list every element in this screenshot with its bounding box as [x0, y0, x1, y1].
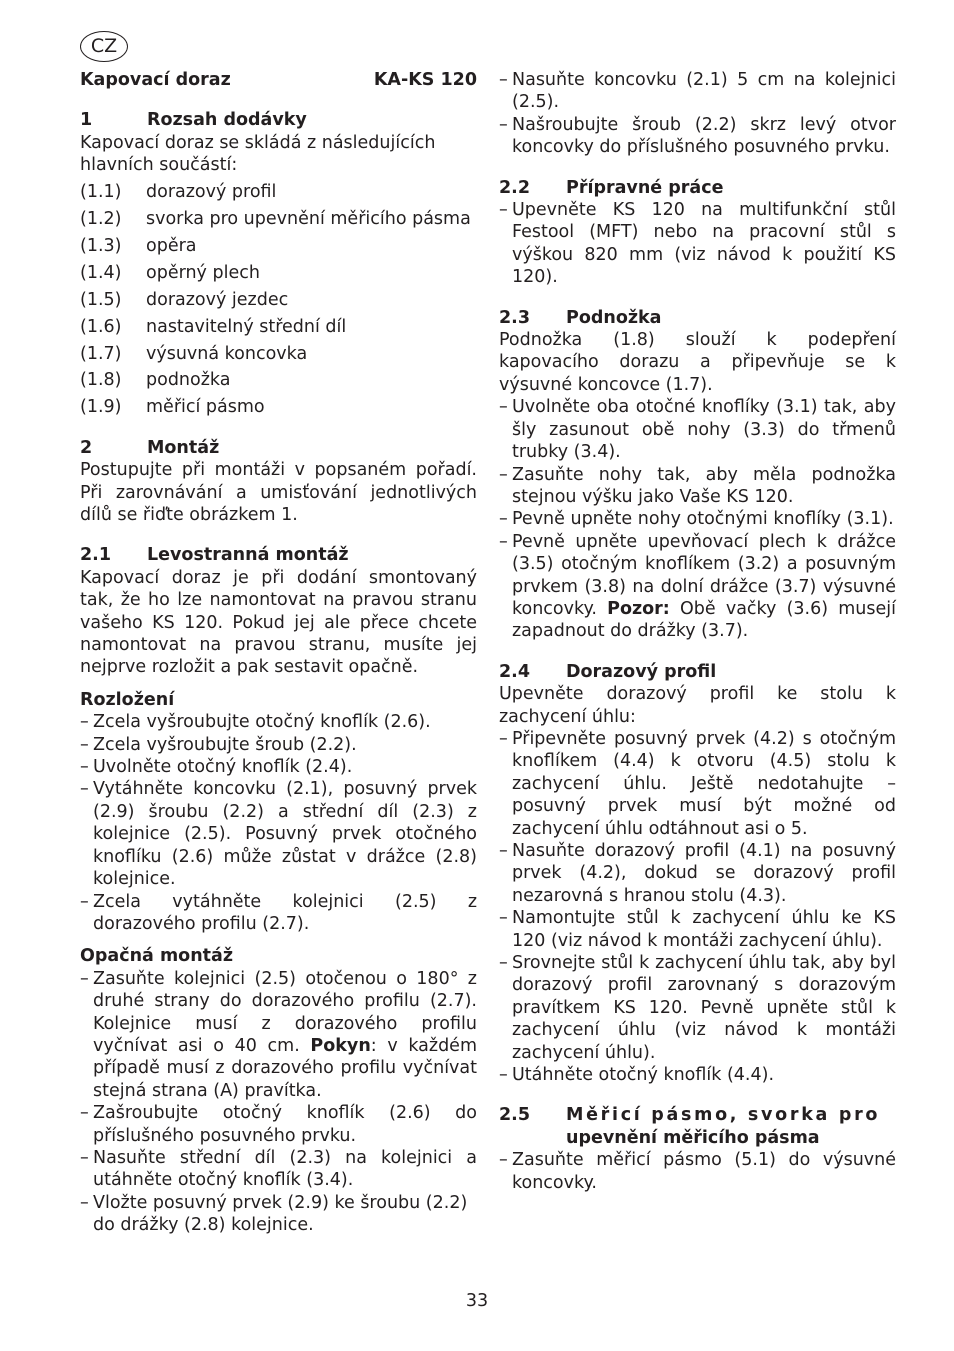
list-item: (1.6) nastavitelný střední díl: [80, 316, 347, 337]
list-item: – Zasuňte kolejnici (2.5) otočenou o 180° z druhé strany do dorazového profilu (2.7). Kolejnice musí z dorazového profilu vyčnívat asi o 40 cm. Pokyn: v každém případě musí z dorazového profilu vyčnívat stejná strana (A) pravítka.: [80, 968, 478, 1101]
page-number: 33: [465, 1291, 489, 1311]
list-item: – Upevněte KS 120 na multifunkční stůl Festool (MFT) nebo na pracovní stůl s výškou 820 mm (viz návod k použití KS 120).: [499, 200, 896, 288]
list-item: – Uvolněte otočný knoflík (2.4).: [80, 757, 353, 778]
parts-list: [80, 181, 477, 419]
opacna-montaz-heading: Opačná montáž: [80, 946, 234, 967]
list-item: (1.5) dorazový jezdec: [80, 289, 289, 310]
rozlozeni-heading: Rozložení: [80, 689, 175, 710]
list-item: – Připevněte posuvný prvek (4.2) s otočným knoflíkem (4.4) k otvoru (4.5) stolu k zachycení úhlu. Ještě nedotahujte – posuvný prvek musí být možné od zachycení úhlu odtáhnout asi o 5.: [499, 728, 896, 839]
section-2-5-heading: 2.5 Měřicí pásmo, svorka pro upevnění měřicího pásma: [499, 1105, 881, 1148]
section-2-4-text: Upevněte dorazový profil ke stolu k zachycení úhlu:: [499, 684, 896, 727]
list-item: (1.7) výsuvná koncovka: [80, 343, 308, 364]
list-item: – Zcela vyšroubujte otočný knoflík (2.6).: [80, 712, 431, 733]
list-item: – Zasuňte měřicí pásmo (5.1) do výsuvné koncovky.: [499, 1150, 896, 1193]
list-item: – Pevně upněte nohy otočnými knoflíky (3.1).: [499, 509, 894, 530]
list-item: – Zašroubujte otočný knoflík (2.6) do příslušného posuvného prvku.: [80, 1103, 477, 1146]
right-column: [499, 69, 896, 1194]
section-2-text: Postupujte při montáži v popsaném pořadí. Při zarovnávání a umisťování jednotlivých dílů se řiďte obrázkem 1.: [80, 460, 477, 525]
list-item: – Našroubujte šroub (2.2) skrz levý otvor koncovky do příslušného posuvného prvku.: [499, 114, 896, 158]
list-item: – Namontujte stůl k zachycení úhlu ke KS 120 (viz návod k montáži zachycení úhlu).: [499, 908, 896, 951]
section-2-1-heading: 2.1 Levostranná montáž: [80, 545, 349, 566]
section-2-4-heading: 2.4 Dorazový profil: [499, 661, 717, 682]
section-2-3-text: Podnožka (1.8) slouží k podepření kapovacího dorazu a připevňuje se k výsuvné koncovce (1.7).: [499, 330, 896, 395]
list-item: (1.9) měřicí pásmo: [80, 397, 265, 418]
section-2-1-text: Kapovací doraz je při dodání smontovaný tak, že ho lze namontovat na pravou stranu vašeho KS 120. Pokud jej ale přece chcete namontovat na pravou stranu, musíte jej nejprve rozložit a pak sestavit opačně.: [80, 567, 477, 678]
list-item: – Vložte posuvný prvek (2.9) ke šroubu (2.2) do drážky (2.8) kolejnice.: [80, 1192, 468, 1236]
language-badge: CZ: [80, 31, 128, 62]
list-item: (1.8) podnožka: [80, 370, 231, 391]
list-item: (1.2) svorka pro upevnění měřicího pásma: [80, 209, 471, 230]
header-title: Kapovací doraz: [80, 70, 231, 90]
list-item: (1.4) opěrný plech: [80, 262, 260, 283]
list-item: – Utáhněte otočný knoflík (4.4).: [499, 1065, 775, 1086]
list-item: – Vytáhněte koncovku (2.1), posuvný prvek (2.9) šroubu (2.2) a střední díl (2.3) z kolejnice (2.5). Posuvný prvek otočného knoflíku (2.6) může zůstat v drážce (2.8) kolejnice.: [80, 779, 477, 890]
header-model: KA-KS 120: [373, 70, 477, 90]
left-column: [80, 69, 477, 1237]
list-item: – Nasuňte dorazový profil (4.1) na posuvný prvek (4.2), dokud se dorazový profil nezarovná s hranou stolu (4.3).: [499, 841, 896, 906]
list-item: – Uvolněte oba otočné knoflíky (3.1) tak, aby šly zasunout obě nohy (3.3) do třmenů trubky (3.4).: [499, 397, 896, 463]
section-1-heading: 1 Rozsah dodávky: [80, 110, 307, 131]
list-item: – Zcela vytáhněte kolejnici (2.5) z dorazového profilu (2.7).: [80, 891, 477, 934]
list-item: – Srovnejte stůl k zachycení úhlu tak, aby byl dorazový profil zarovnaný s dorazovým pravítkem KS 120. Pevně upněte stůl k zachycení úhlu (viz návod k montáži zachycení úhlu).: [499, 953, 896, 1063]
section-2-heading: 2 Montáž: [80, 437, 220, 458]
list-item: – Nasuňte střední díl (2.3) na kolejnici a utáhněte otočný knoflík (3.4).: [80, 1147, 477, 1191]
section-1-intro: Kapovací doraz se skládá z následujících hlavních součástí:: [80, 132, 436, 176]
list-item: – Nasuňte koncovku (2.1) 5 cm na kolejnici (2.5).: [499, 70, 896, 113]
section-2-2-heading: 2.2 Přípravné práce: [499, 177, 724, 198]
list-item: (1.3) opěra: [80, 235, 197, 256]
list-item: – Zcela vyšroubujte šroub (2.2).: [80, 734, 357, 755]
list-item: – Pevně upněte upevňovací plech k drážce (3.5) otočným knoflíkem (3.2) a posuvným prvkem (3.8) na dolní drážce (3.7) výsuvné koncovky. Pozor: Obě vačky (3.6) musejí zapadnout do drážky (3.7).: [499, 531, 897, 642]
document-header: [80, 69, 477, 91]
section-2-3-heading: 2.3 Podnožka: [499, 307, 662, 328]
list-item: (1.1) dorazový profil: [80, 182, 277, 203]
list-item: – Zasuňte nohy tak, aby měla podnožka stejnou výšku jako Vaše KS 120.: [499, 464, 896, 507]
